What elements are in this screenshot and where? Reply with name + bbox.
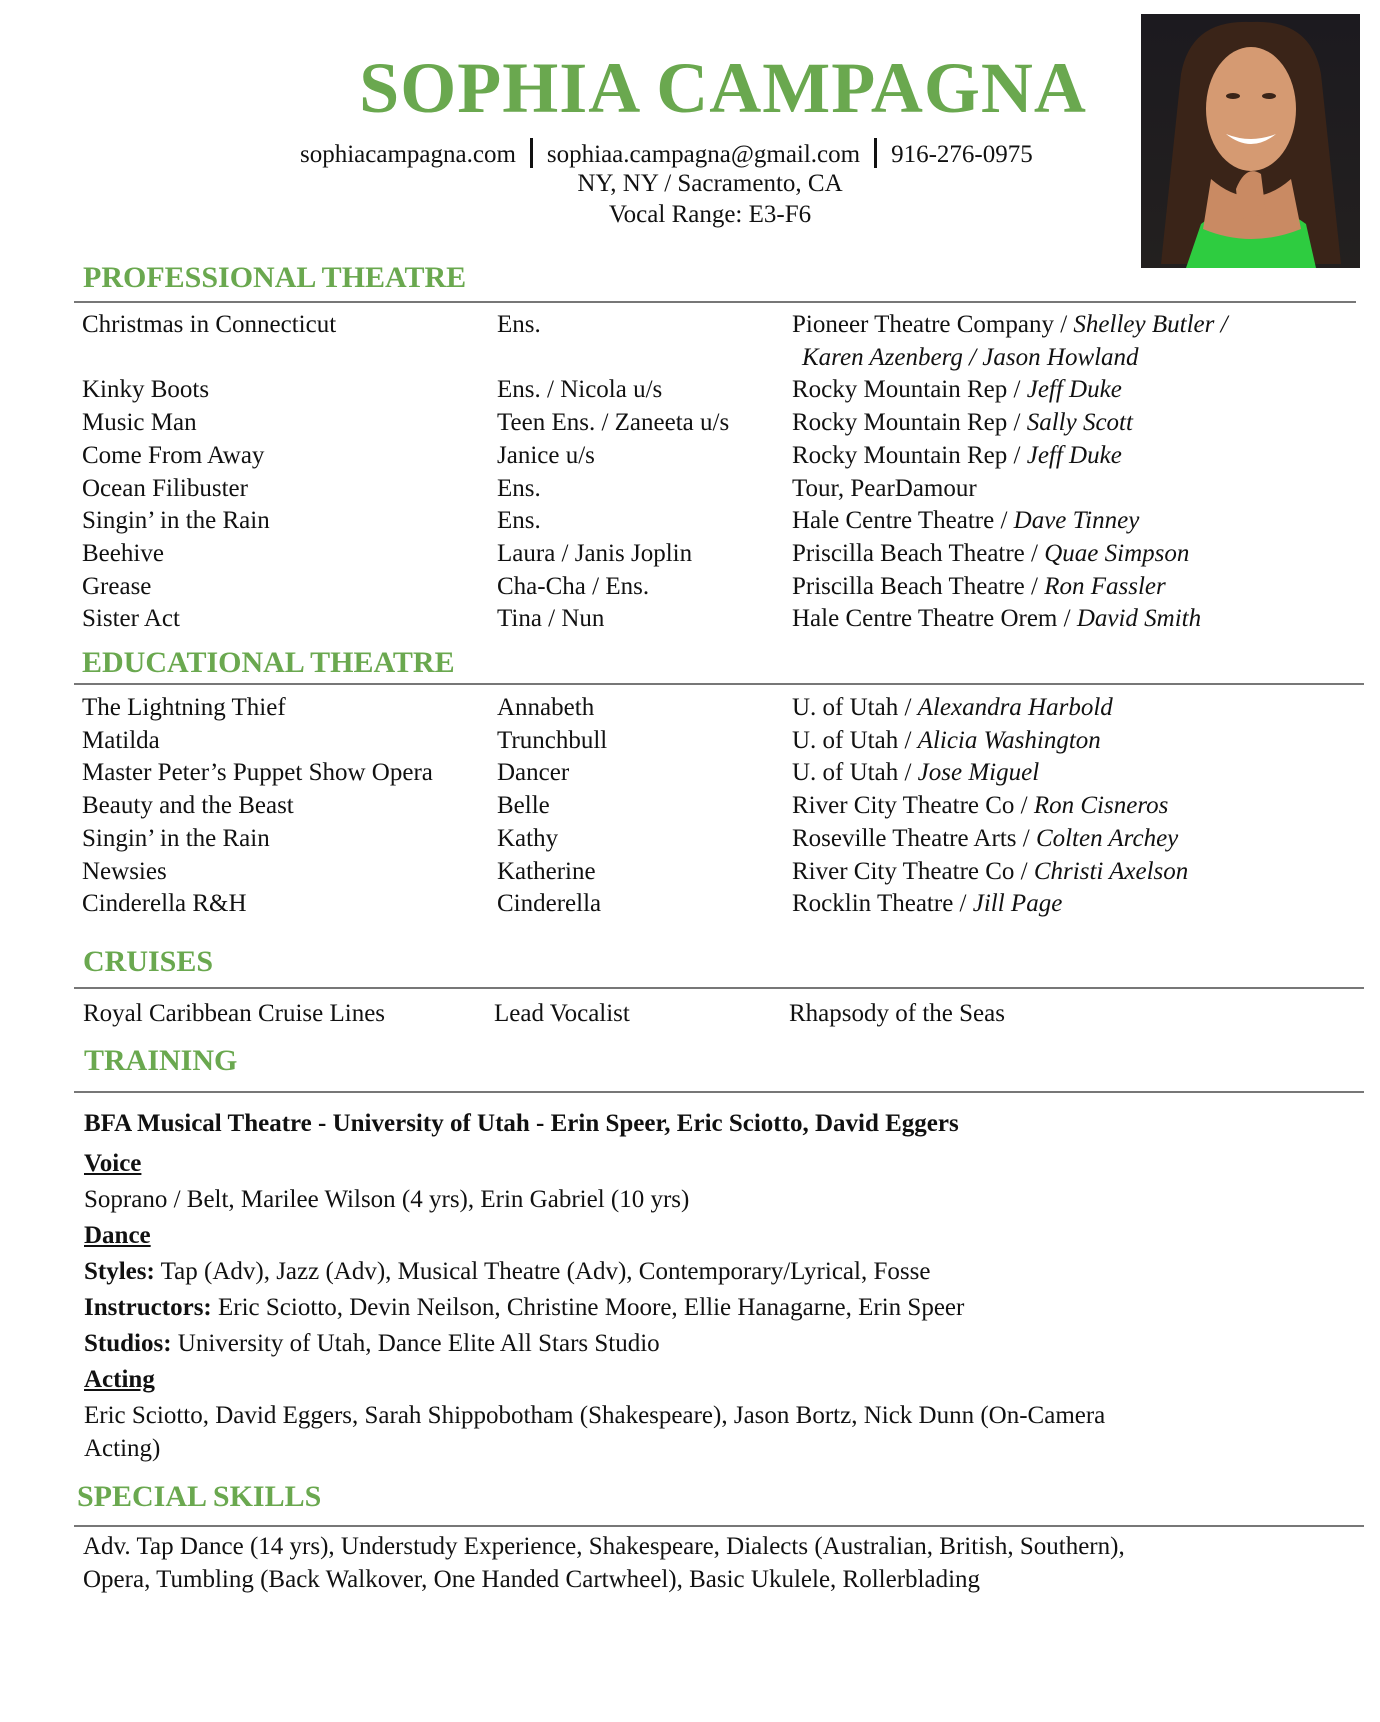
- voice-heading: Voice: [84, 1150, 142, 1177]
- venue: Roseville Theatre Arts /: [792, 824, 1036, 852]
- email-link[interactable]: sophiaa.campagna@gmail.com: [546, 141, 861, 168]
- acting-details-2: Acting): [84, 1435, 161, 1462]
- show-title: Music Man: [82, 409, 197, 437]
- section-title-skills: SPECIAL SKILLS: [77, 1480, 322, 1513]
- venue: Hale Centre Theatre /: [792, 507, 1014, 535]
- role: Dancer: [497, 759, 570, 787]
- instructors-label: Instructors:: [84, 1294, 212, 1321]
- show-title: The Lightning Thief: [82, 694, 286, 721]
- role: Belle: [497, 792, 550, 820]
- show-title: Singin’ in the Rain: [82, 824, 270, 852]
- director: Karen Azenberg / Jason Howland: [802, 344, 1139, 371]
- role: Tina / Nun: [497, 605, 605, 633]
- styles-label: Styles:: [84, 1258, 155, 1285]
- show-title: Grease: [82, 572, 152, 600]
- director: Quae Simpson: [1044, 539, 1190, 567]
- director: Shelley Butler /: [1073, 311, 1228, 338]
- role: Teen Ens. / Zaneeta u/s: [497, 409, 730, 437]
- venue: Rhapsody of the Seas: [789, 1000, 1005, 1027]
- venue: River City Theatre Co /: [792, 792, 1034, 820]
- voice-details: Soprano / Belt, Marilee Wilson (4 yrs), Erin Gabriel (10 yrs): [84, 1186, 690, 1213]
- divider: [74, 1525, 1364, 1527]
- acting-heading: Acting: [84, 1366, 155, 1393]
- director: Jeff Duke: [1026, 376, 1122, 404]
- director: Alicia Washington: [917, 726, 1101, 754]
- venue: Rocky Mountain Rep /: [792, 409, 1027, 437]
- show-title: Matilda: [82, 726, 160, 754]
- venue: U. of Utah /: [792, 726, 918, 754]
- venue: Rocky Mountain Rep /: [792, 441, 1027, 469]
- show-title: Christmas in Connecticut: [82, 311, 337, 338]
- director: Ron Cisneros: [1033, 792, 1169, 820]
- director: Colten Archey: [1035, 824, 1179, 852]
- role: Ens. / Nicola u/s: [497, 376, 663, 404]
- training-block: [84, 1107, 1105, 1465]
- venue: Rocky Mountain Rep /: [792, 376, 1027, 404]
- location: NY, NY / Sacramento, CA: [577, 170, 843, 197]
- director: Sally Scott: [1026, 409, 1133, 437]
- director: David Smith: [1076, 605, 1202, 633]
- venue: Hale Centre Theatre Orem /: [792, 605, 1077, 633]
- divider: [74, 1091, 1364, 1093]
- instructors-value: Eric Sciotto, Devin Neilson, Christine Moore, Ellie Hanagarne, Erin Speer: [211, 1294, 965, 1321]
- show-title: Newsies: [82, 857, 167, 885]
- director: Ron Fassler: [1044, 572, 1166, 600]
- headshot-photo: [1141, 14, 1360, 268]
- section-title-cruises: CRUISES: [83, 945, 214, 978]
- venue: Priscilla Beach Theatre /: [792, 572, 1045, 600]
- role: Ens.: [497, 474, 541, 502]
- section-title-training: TRAINING: [84, 1044, 238, 1077]
- section-title-educational: EDUCATIONAL THEATRE: [82, 646, 455, 679]
- dance-studios: [84, 1327, 1105, 1363]
- degree: BFA Musical Theatre - University of Utah - Erin Speer, Eric Sciotto, David Eggers: [84, 1110, 959, 1137]
- dance-styles: [84, 1255, 1105, 1291]
- director: Dave Tinney: [1013, 507, 1140, 535]
- contact-line: [300, 138, 1033, 169]
- divider: [874, 138, 877, 168]
- role: Annabeth: [497, 694, 595, 721]
- venue: River City Theatre Co /: [792, 857, 1034, 885]
- show-title: Sister Act: [82, 605, 180, 633]
- skills-line-2: Opera, Tumbling (Back Walkover, One Handed Cartwheel), Basic Ukulele, Rollerblading: [83, 1566, 981, 1593]
- show-title: Beehive: [82, 539, 164, 567]
- resume-name: SOPHIA CAMPAGNA: [359, 48, 1087, 128]
- role: Trunchbull: [497, 726, 608, 754]
- director: Alexandra Harbold: [917, 694, 1113, 721]
- role: Ens.: [497, 311, 541, 338]
- show-title: Master Peter’s Puppet Show Opera: [82, 759, 433, 787]
- venue: U. of Utah /: [792, 694, 918, 721]
- venue: U. of Utah /: [792, 759, 918, 787]
- divider: [530, 138, 533, 168]
- venue: Priscilla Beach Theatre /: [792, 539, 1045, 567]
- dance-heading: Dance: [84, 1222, 151, 1249]
- venue: Pioneer Theatre Company /: [792, 311, 1074, 338]
- divider: [74, 683, 1364, 685]
- vocal-range: Vocal Range: E3-F6: [608, 201, 812, 228]
- venue: Tour, PearDamour: [792, 474, 977, 502]
- studios-value: University of Utah, Dance Elite All Stars Studio: [171, 1330, 660, 1357]
- show-title: Singin’ in the Rain: [82, 507, 270, 535]
- divider: [74, 301, 1356, 303]
- divider: [74, 987, 1364, 989]
- role: Cha-Cha / Ens.: [497, 572, 650, 600]
- role: Laura / Janis Joplin: [497, 539, 693, 567]
- dance-instructors: [84, 1291, 1105, 1327]
- show-title: Kinky Boots: [82, 376, 210, 404]
- role: Janice u/s: [497, 441, 595, 469]
- acting-details-1: Eric Sciotto, David Eggers, Sarah Shippobotham (Shakespeare), Jason Bortz, Nick Dunn (On-Camera: [84, 1402, 1106, 1429]
- show-title: Beauty and the Beast: [82, 792, 294, 820]
- styles-value: Tap (Adv), Jazz (Adv), Musical Theatre (Adv), Contemporary/Lyrical, Fosse: [154, 1258, 931, 1285]
- role: Lead Vocalist: [494, 1000, 630, 1027]
- director: Christi Axelson: [1033, 857, 1189, 885]
- skills-line-1: Adv. Tap Dance (14 yrs), Understudy Experience, Shakespeare, Dialects (Australian, British, Southern),: [83, 1533, 1125, 1560]
- studios-label: Studios:: [84, 1330, 172, 1357]
- director: Jose Miguel: [917, 759, 1040, 787]
- director: Jill Page: [972, 890, 1063, 918]
- role: Ens.: [497, 507, 541, 535]
- phone-number: 916-276-0975: [891, 141, 1033, 168]
- role: Katherine: [497, 857, 596, 885]
- venue: Rocklin Theatre /: [792, 890, 973, 918]
- role: Cinderella: [497, 890, 602, 918]
- director: Jeff Duke: [1026, 441, 1122, 469]
- show-title: Ocean Filibuster: [82, 474, 248, 502]
- show-title: Cinderella R&H: [82, 890, 247, 918]
- section-title-professional: PROFESSIONAL THEATRE: [83, 261, 467, 294]
- role: Kathy: [497, 824, 559, 852]
- show-title: Royal Caribbean Cruise Lines: [83, 1000, 386, 1027]
- show-title: Come From Away: [82, 441, 265, 469]
- website-link[interactable]: sophiacampagna.com: [300, 141, 516, 168]
